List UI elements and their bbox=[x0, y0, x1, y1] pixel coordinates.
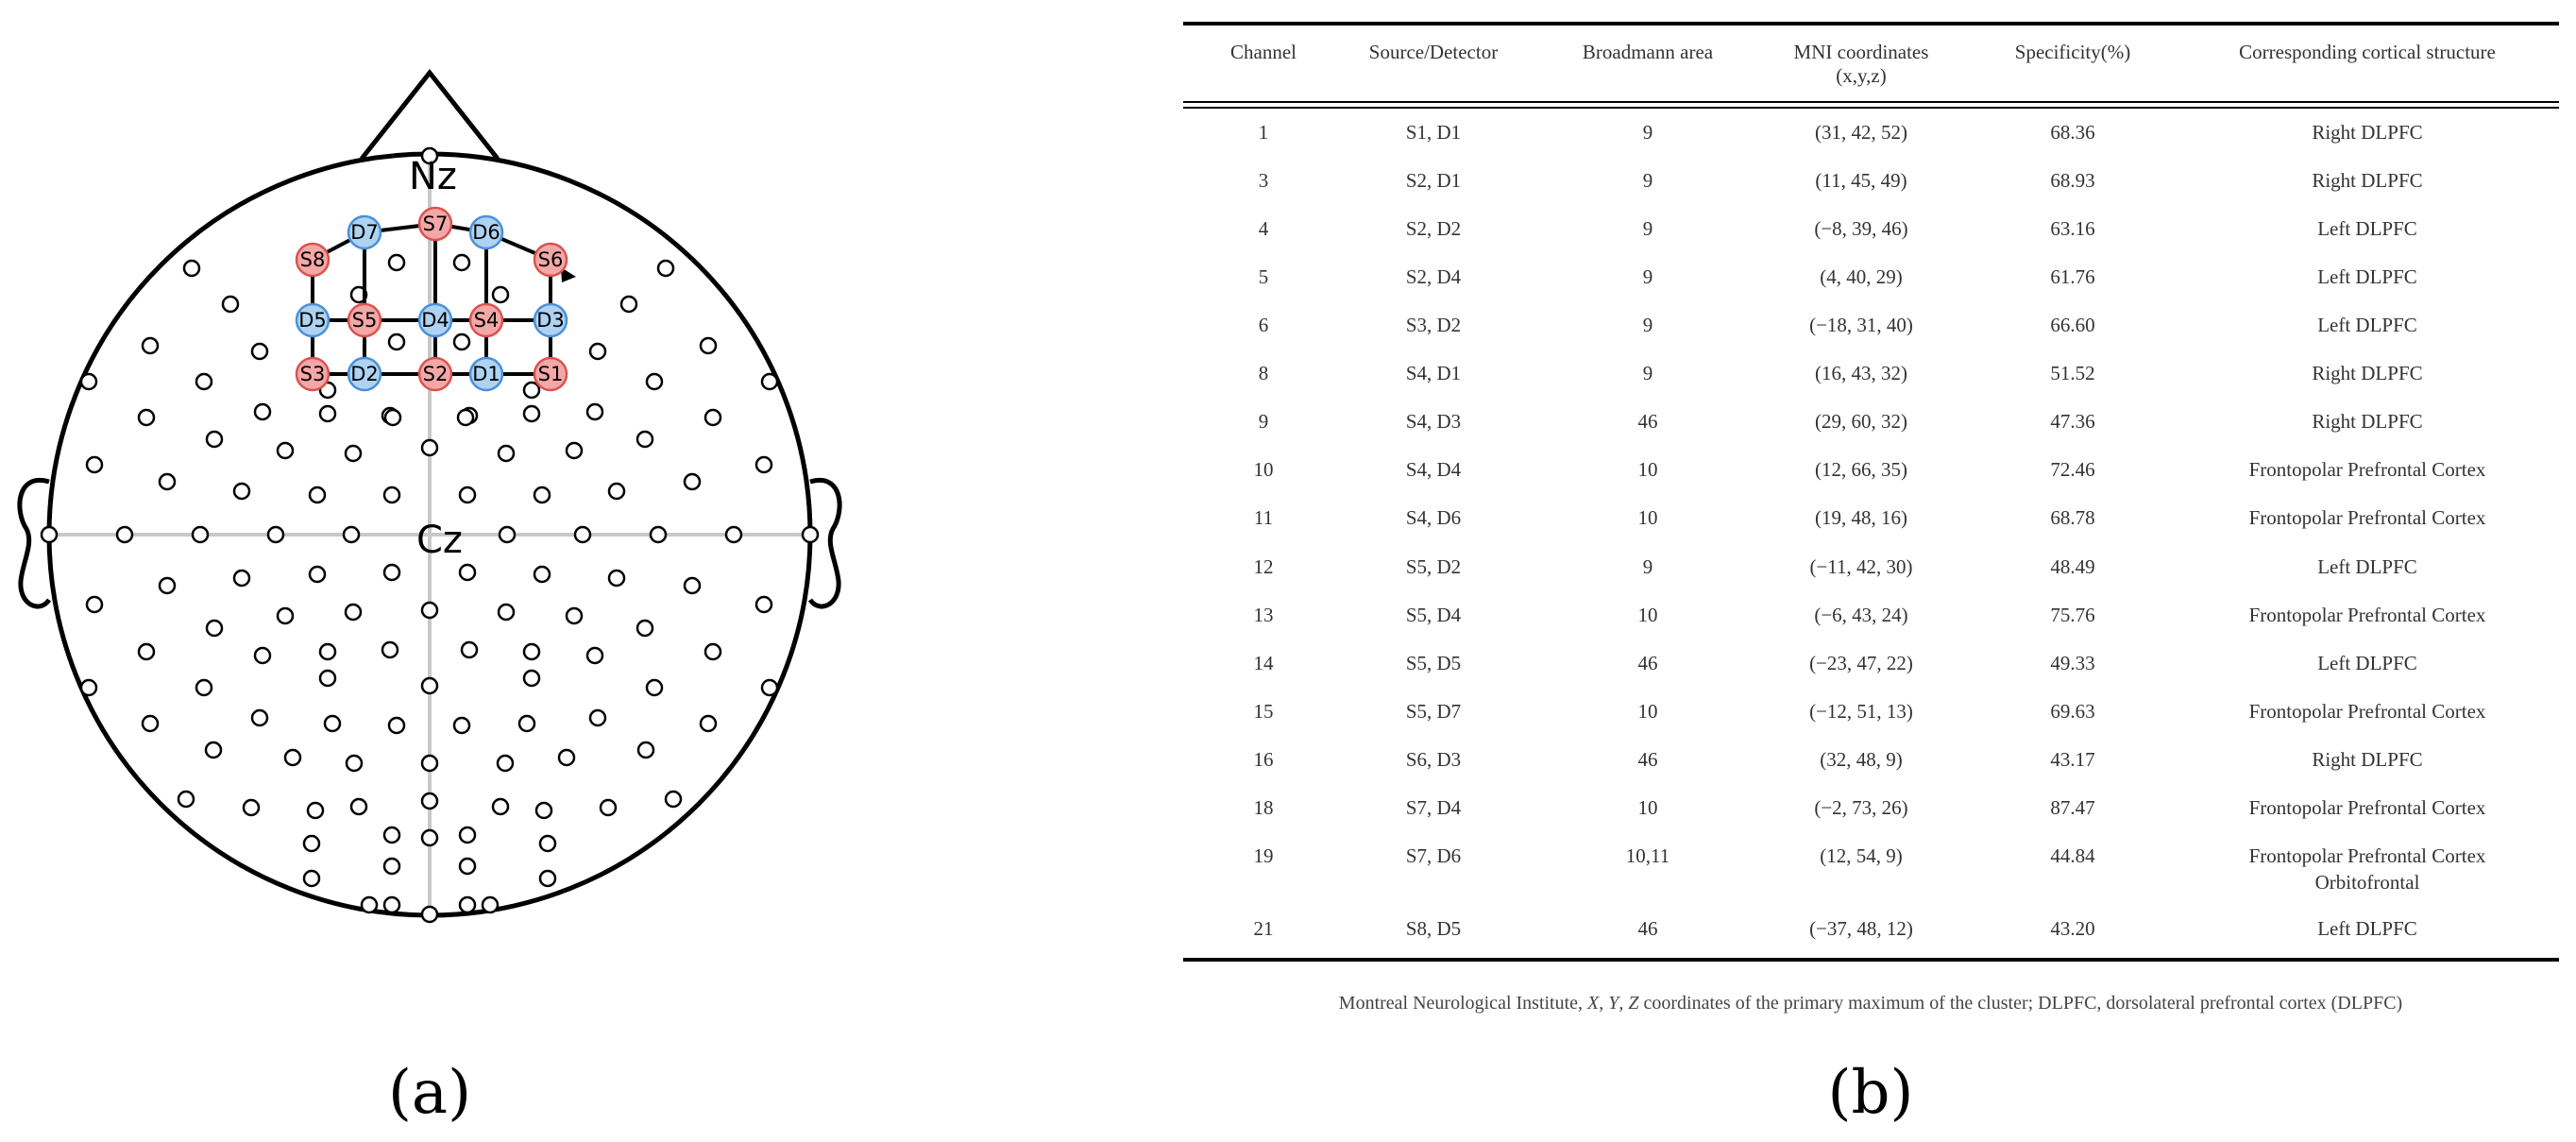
cell-broadmann-area: 10 bbox=[1637, 604, 1658, 626]
col-specificity: Specificity(%) bbox=[2014, 41, 2131, 63]
electrode-dot bbox=[540, 871, 555, 886]
electrode-dot bbox=[325, 716, 340, 731]
cell-channel: 14 bbox=[1253, 652, 1274, 674]
electrode-dot bbox=[647, 374, 662, 389]
table-row bbox=[1259, 410, 2423, 433]
cell-specificity: 69.63 bbox=[2050, 700, 2095, 723]
left-ear-outline bbox=[20, 480, 49, 606]
electrode-dot bbox=[422, 830, 437, 845]
cell-source-detector: S4, D3 bbox=[1405, 410, 1462, 433]
table-row bbox=[1254, 604, 2486, 626]
cell-mni: (32, 48, 9) bbox=[1820, 748, 1903, 771]
electrode-dot bbox=[762, 374, 777, 389]
electrode-dot bbox=[389, 255, 404, 270]
cell-cortical-structure: Left DLPFC bbox=[2317, 917, 2417, 940]
cell-mni: (19, 48, 16) bbox=[1815, 506, 1907, 529]
cell-channel: 5 bbox=[1258, 265, 1269, 288]
cell-mni: (−8, 39, 46) bbox=[1814, 217, 1908, 240]
table-row bbox=[1254, 506, 2486, 529]
col-cortical-structure: Corresponding cortical structure bbox=[2239, 41, 2496, 63]
cell-mni: (12, 54, 9) bbox=[1820, 844, 1903, 867]
table-row bbox=[1254, 748, 2423, 771]
cell-mni: (−6, 43, 24) bbox=[1814, 604, 1908, 626]
electrode-dot bbox=[524, 383, 539, 398]
electrode-dot bbox=[268, 527, 283, 542]
electrode-dot bbox=[346, 446, 361, 461]
table-caption bbox=[1339, 993, 2402, 1014]
electrode-dot bbox=[234, 484, 249, 499]
caption-part: X bbox=[1587, 993, 1600, 1014]
cell-source-detector: S2, D1 bbox=[1405, 169, 1462, 192]
table-row bbox=[1254, 917, 2417, 940]
optode-s2 bbox=[419, 358, 451, 390]
optode-label: S3 bbox=[299, 363, 326, 385]
optode-label: S1 bbox=[537, 363, 564, 385]
cell-source-detector: S4, D4 bbox=[1405, 458, 1462, 481]
electrode-dot bbox=[244, 800, 259, 815]
cell-broadmann-area: 10 bbox=[1637, 506, 1658, 529]
cell-cortical-structure: Right DLPFC bbox=[2312, 362, 2423, 384]
electrode-dot bbox=[196, 680, 212, 695]
electrode-dot bbox=[726, 527, 741, 542]
electrode-dot bbox=[454, 255, 469, 270]
electrode-dot bbox=[609, 484, 624, 499]
cell-broadmann-area: 46 bbox=[1637, 917, 1658, 940]
electrode-dot bbox=[701, 716, 716, 731]
electrode-dot bbox=[384, 565, 399, 580]
electrode-dot bbox=[310, 487, 325, 503]
electrode-dot bbox=[81, 680, 96, 695]
cell-mni: (4, 40, 29) bbox=[1820, 265, 1903, 288]
cell-source-detector: S7, D4 bbox=[1405, 796, 1462, 819]
caption-part: , bbox=[1599, 993, 1609, 1014]
cell-source-detector: S5, D5 bbox=[1405, 652, 1462, 674]
electrode-dot bbox=[278, 443, 293, 458]
cell-channel: 15 bbox=[1253, 700, 1274, 723]
cell-specificity: 61.76 bbox=[2050, 265, 2095, 288]
electrode-dot bbox=[382, 642, 398, 657]
table-row bbox=[1259, 217, 2417, 240]
electrode-dot bbox=[206, 742, 221, 758]
cell-specificity: 51.52 bbox=[2050, 362, 2095, 384]
cell-cortical-structure: Frontopolar Prefrontal Cortex bbox=[2248, 506, 2486, 529]
optode-d6 bbox=[470, 216, 502, 248]
electrode-dot bbox=[193, 527, 208, 542]
electrode-dot bbox=[143, 338, 158, 353]
electrode-dot bbox=[493, 287, 508, 302]
electrode-dot bbox=[658, 261, 673, 276]
col-channel: Channel bbox=[1230, 41, 1296, 63]
table-row bbox=[1259, 169, 2423, 192]
nz-label: Nz bbox=[409, 155, 457, 198]
cell-specificity: 75.76 bbox=[2050, 604, 2095, 626]
cell-cortical-structure: Right DLPFC bbox=[2312, 410, 2423, 433]
electrode-dot bbox=[384, 827, 399, 843]
electrode-dot bbox=[534, 487, 550, 503]
col-mni-coordinates-sub: (x,y,z) bbox=[1836, 64, 1887, 87]
electrode-dot bbox=[234, 571, 249, 586]
electrode-dot bbox=[81, 374, 96, 389]
cell-channel: 18 bbox=[1253, 796, 1274, 819]
electrode-dot bbox=[756, 457, 771, 472]
electrode-dot bbox=[454, 334, 469, 349]
electrode-dot bbox=[389, 718, 404, 733]
cell-broadmann-area: 9 bbox=[1642, 555, 1653, 578]
cz-label: Cz bbox=[416, 519, 463, 562]
cell-cortical-structure: Left DLPFC bbox=[2317, 217, 2417, 240]
cell-cortical-structure: Frontopolar Prefrontal Cortex bbox=[2248, 604, 2486, 626]
optode-label: D3 bbox=[536, 309, 565, 332]
cell-specificity: 72.46 bbox=[2050, 458, 2095, 481]
electrode-dot bbox=[87, 457, 102, 472]
electrode-dot bbox=[310, 567, 325, 582]
cell-broadmann-area: 46 bbox=[1637, 652, 1658, 674]
cell-specificity: 66.60 bbox=[2050, 314, 2095, 336]
electrode-dot bbox=[346, 605, 361, 620]
cell-channel: 21 bbox=[1253, 917, 1274, 940]
electrode-dot bbox=[637, 432, 652, 447]
electrode-dot bbox=[705, 644, 720, 659]
table-body bbox=[1254, 121, 2486, 940]
table-row bbox=[1254, 458, 2486, 481]
electrode-dot bbox=[590, 344, 605, 359]
electrode-dot bbox=[320, 671, 335, 686]
cell-broadmann-area: 46 bbox=[1637, 748, 1658, 771]
electrode-dot bbox=[460, 859, 475, 874]
cell-cortical-structure: Right DLPFC bbox=[2312, 121, 2423, 144]
electrode-dot bbox=[567, 443, 582, 458]
electrode-dot bbox=[637, 621, 652, 636]
electrode-dot bbox=[500, 527, 515, 542]
cell-source-detector: S3, D2 bbox=[1405, 314, 1462, 336]
electrode-dot bbox=[609, 571, 624, 586]
col-broadmann-area: Broadmann area bbox=[1582, 41, 1714, 63]
optode-label: D6 bbox=[472, 221, 500, 244]
cell-channel: 6 bbox=[1258, 314, 1269, 336]
cell-specificity: 44.84 bbox=[2050, 844, 2095, 867]
optode-label: D1 bbox=[472, 363, 500, 385]
cell-broadmann-area: 10 bbox=[1637, 458, 1658, 481]
table-row bbox=[1259, 314, 2417, 336]
electrode-dot bbox=[362, 897, 377, 912]
cell-mni: (29, 60, 32) bbox=[1815, 410, 1907, 433]
electrode-dot bbox=[499, 446, 514, 461]
right-ear-outline bbox=[810, 480, 839, 606]
caption-part: Y bbox=[1608, 993, 1619, 1014]
table-row bbox=[1254, 652, 2417, 674]
electrode-dot bbox=[351, 799, 366, 814]
cell-cortical-structure: Left DLPFC bbox=[2317, 652, 2417, 674]
optode-d3 bbox=[534, 304, 567, 336]
cell-source-detector: S6, D3 bbox=[1405, 748, 1462, 771]
table-row bbox=[1259, 265, 2417, 288]
cell-cortical-structure: Frontopolar Prefrontal Cortex bbox=[2248, 796, 2486, 819]
optode-d5 bbox=[297, 304, 329, 336]
optode-s7 bbox=[419, 208, 451, 240]
optode-s6 bbox=[534, 244, 567, 276]
table-row bbox=[1254, 555, 2417, 578]
electrode-dot bbox=[422, 907, 437, 922]
cell-cortical-structure: Frontopolar Prefrontal Cortex bbox=[2248, 700, 2486, 723]
cell-specificity: 68.36 bbox=[2050, 121, 2095, 144]
cell-specificity: 87.47 bbox=[2050, 796, 2095, 819]
cell-source-detector: S7, D6 bbox=[1405, 844, 1462, 867]
electrode-dot bbox=[178, 792, 194, 807]
electrode-dot bbox=[344, 527, 359, 542]
electrode-dot bbox=[252, 710, 267, 725]
electrode-dot bbox=[524, 406, 539, 421]
optode-label: D7 bbox=[350, 221, 379, 244]
optode-label: D4 bbox=[421, 309, 449, 332]
cell-channel: 8 bbox=[1258, 362, 1269, 384]
electrode-dot bbox=[42, 527, 57, 542]
cell-channel: 19 bbox=[1253, 844, 1274, 867]
electrode-dot bbox=[666, 792, 681, 807]
cell-broadmann-area: 10,11 bbox=[1625, 844, 1670, 867]
cell-mni: (31, 42, 52) bbox=[1815, 121, 1907, 144]
electrode-dot bbox=[587, 404, 602, 419]
channel-table bbox=[1183, 24, 2559, 1128]
cell-mni: (−23, 47, 22) bbox=[1809, 652, 1913, 674]
optode-label: S2 bbox=[422, 363, 449, 385]
electrode-dot bbox=[143, 716, 158, 731]
cell-specificity: 43.20 bbox=[2050, 917, 2095, 940]
optode-s1 bbox=[534, 358, 567, 390]
cell-specificity: 48.49 bbox=[2050, 555, 2095, 578]
electrode-dot bbox=[559, 750, 574, 765]
electrode-dot bbox=[460, 487, 475, 503]
electrode-dot bbox=[621, 297, 636, 312]
electrode-dot bbox=[422, 603, 437, 618]
electrode-dot bbox=[685, 578, 700, 593]
cell-specificity: 68.78 bbox=[2050, 506, 2095, 529]
electrode-dot bbox=[567, 608, 582, 623]
nose-outline bbox=[362, 73, 498, 159]
cell-cortical-structure: Right DLPFC bbox=[2312, 748, 2423, 771]
electrode-dot bbox=[524, 644, 539, 659]
cell-source-detector: S5, D2 bbox=[1405, 555, 1462, 578]
electrode-dot bbox=[519, 716, 534, 731]
electrode-dot bbox=[160, 578, 175, 593]
table-header bbox=[1230, 41, 2496, 87]
electrode-dot bbox=[207, 621, 222, 636]
optode-label: S7 bbox=[422, 213, 449, 235]
cell-channel: 9 bbox=[1258, 410, 1269, 433]
electrode-dot bbox=[701, 338, 716, 353]
cell-specificity: 43.17 bbox=[2050, 748, 2095, 771]
cell-broadmann-area: 9 bbox=[1642, 121, 1653, 144]
electrode-dot bbox=[454, 718, 469, 733]
electrode-dot bbox=[347, 756, 362, 771]
electrode-dot bbox=[762, 680, 777, 695]
electrode-dot bbox=[803, 527, 818, 542]
electrode-dot bbox=[536, 803, 551, 818]
electrode-dot bbox=[255, 648, 270, 663]
table-row bbox=[1254, 796, 2486, 819]
cell-mni: (16, 43, 32) bbox=[1815, 362, 1907, 384]
table-row bbox=[1254, 844, 2486, 894]
cell-broadmann-area: 9 bbox=[1642, 314, 1653, 336]
cell-broadmann-area: 9 bbox=[1642, 217, 1653, 240]
electrode-dot bbox=[384, 897, 399, 912]
electrode-dot bbox=[278, 608, 293, 623]
cell-mni: (−18, 31, 40) bbox=[1809, 314, 1913, 336]
cell-mni: (11, 45, 49) bbox=[1815, 169, 1907, 192]
electrode-dot bbox=[460, 897, 475, 912]
electrode-dot bbox=[647, 680, 662, 695]
cell-source-detector: S2, D4 bbox=[1405, 265, 1462, 288]
cell-mni: (−37, 48, 12) bbox=[1809, 917, 1913, 940]
cell-specificity: 49.33 bbox=[2050, 652, 2095, 674]
electrode-dot bbox=[389, 334, 404, 349]
cell-channel: 10 bbox=[1253, 458, 1274, 481]
electrode-dot bbox=[601, 800, 616, 815]
caption-part: coordinates of the primary maximum of the cluster; DLPFC, dorsolateral prefrontal cortex (DLPFC) bbox=[1638, 993, 2403, 1014]
cell-source-detector: S5, D4 bbox=[1405, 604, 1462, 626]
cell-broadmann-area: 10 bbox=[1637, 796, 1658, 819]
electrode-dot bbox=[384, 859, 399, 874]
optode-s3 bbox=[297, 358, 329, 390]
electrode-dot bbox=[223, 297, 238, 312]
optode-d7 bbox=[348, 216, 381, 248]
cell-channel: 12 bbox=[1253, 555, 1274, 578]
cell-mni: (−11, 42, 30) bbox=[1809, 555, 1913, 578]
caption-part: Montreal Neurological Institute, bbox=[1338, 993, 1588, 1014]
electrode-dot bbox=[207, 432, 222, 447]
electrode-dot bbox=[384, 487, 399, 503]
cell-mni: (12, 66, 35) bbox=[1815, 458, 1907, 481]
cell-broadmann-area: 9 bbox=[1642, 169, 1653, 192]
optode-label: S8 bbox=[299, 248, 326, 271]
optode-s4 bbox=[470, 304, 502, 336]
col-source-detector: Source/Detector bbox=[1368, 41, 1499, 63]
electrode-dot bbox=[460, 827, 475, 843]
cell-channel: 4 bbox=[1258, 217, 1269, 240]
cell-channel: 11 bbox=[1253, 506, 1274, 529]
caption-part: Z bbox=[1628, 993, 1639, 1014]
electrode-dot bbox=[139, 410, 154, 425]
cell-cortical-structure: Right DLPFC bbox=[2312, 169, 2423, 192]
cell-mni: (−12, 51, 13) bbox=[1809, 700, 1913, 723]
electrode-dot bbox=[252, 344, 267, 359]
optode-d1 bbox=[470, 358, 502, 390]
panel-a-label: (a) bbox=[387, 1058, 472, 1128]
electrode-dot bbox=[587, 648, 602, 663]
electrode-dot bbox=[422, 756, 437, 771]
electrode-dot bbox=[524, 671, 539, 686]
electrode-dot bbox=[422, 793, 437, 809]
cell-broadmann-area: 9 bbox=[1642, 265, 1653, 288]
table-row bbox=[1254, 700, 2486, 723]
cell-broadmann-area: 9 bbox=[1642, 362, 1653, 384]
cell-source-detector: S8, D5 bbox=[1405, 917, 1462, 940]
electrode-dot bbox=[705, 410, 720, 425]
table-row bbox=[1259, 121, 2423, 144]
optode-label: S4 bbox=[473, 309, 500, 332]
electrode-dot bbox=[385, 410, 400, 425]
electrode-dot bbox=[540, 836, 555, 851]
electrode-dot bbox=[462, 642, 477, 657]
cell-cortical-structure: Left DLPFC bbox=[2317, 555, 2417, 578]
electrode-dot bbox=[499, 605, 514, 620]
cell-cortical-structure: Frontopolar Prefrontal Cortex bbox=[2248, 458, 2486, 481]
electrode-dot bbox=[117, 527, 132, 542]
cell-specificity: 68.93 bbox=[2050, 169, 2095, 192]
cell-source-detector: S5, D7 bbox=[1405, 700, 1462, 723]
cell-channel: 13 bbox=[1253, 604, 1274, 626]
optode-label: S6 bbox=[537, 248, 564, 271]
electrode-dot bbox=[534, 567, 550, 582]
electrode-dot bbox=[308, 803, 323, 818]
electrode-dot bbox=[255, 404, 270, 419]
cell-source-detector: S1, D1 bbox=[1405, 121, 1462, 144]
cell-cortical-structure: Frontopolar Prefrontal Cortex bbox=[2248, 844, 2486, 867]
optode-d4 bbox=[419, 304, 451, 336]
cell-broadmann-area: 10 bbox=[1637, 700, 1658, 723]
optode-label: D5 bbox=[298, 309, 327, 332]
electrode-dot bbox=[590, 710, 605, 725]
optode-s8 bbox=[297, 244, 329, 276]
electrode-dot bbox=[685, 474, 700, 489]
electrode-dot bbox=[320, 406, 335, 421]
col-mni-coordinates: MNI coordinates bbox=[1793, 41, 1929, 63]
electrode-dot bbox=[304, 871, 319, 886]
electrode-dot bbox=[184, 261, 199, 276]
electrode-dot bbox=[756, 597, 771, 612]
cell-source-detector: S2, D2 bbox=[1405, 217, 1462, 240]
optode-label: D2 bbox=[350, 363, 379, 385]
optode-label: S5 bbox=[351, 309, 378, 332]
electrode-dot bbox=[483, 897, 498, 912]
electrode-dot bbox=[196, 374, 212, 389]
electrode-dot bbox=[320, 644, 335, 659]
cell-cortical-structure-line2: Orbitofrontal bbox=[2314, 871, 2420, 894]
electrode-dot bbox=[575, 527, 590, 542]
cell-source-detector: S4, D1 bbox=[1405, 362, 1462, 384]
head-montage-diagram bbox=[20, 73, 839, 1128]
electrode-dot bbox=[285, 750, 300, 765]
cell-channel: 16 bbox=[1253, 748, 1274, 771]
optode-s5 bbox=[348, 304, 381, 336]
electrode-dot bbox=[651, 527, 666, 542]
panel-b-label: (b) bbox=[1827, 1058, 1914, 1128]
cell-source-detector: S4, D6 bbox=[1405, 506, 1462, 529]
electrode-dot bbox=[160, 474, 175, 489]
electrode-dot bbox=[304, 836, 319, 851]
caption-part: , bbox=[1618, 993, 1629, 1014]
electrode-dot bbox=[638, 742, 653, 758]
optode-d2 bbox=[348, 358, 381, 390]
electrode-dot bbox=[422, 678, 437, 693]
electrode-dot bbox=[458, 410, 473, 425]
electrode-dot bbox=[87, 597, 102, 612]
cell-specificity: 47.36 bbox=[2050, 410, 2095, 433]
cell-cortical-structure: Left DLPFC bbox=[2317, 265, 2417, 288]
cell-cortical-structure: Left DLPFC bbox=[2317, 314, 2417, 336]
electrode-dot bbox=[493, 799, 508, 814]
electrode-dot bbox=[460, 565, 475, 580]
cell-specificity: 63.16 bbox=[2050, 217, 2095, 240]
electrode-dot bbox=[498, 756, 513, 771]
electrode-dot bbox=[422, 440, 437, 455]
table-row bbox=[1259, 362, 2423, 384]
electrode-dot bbox=[139, 644, 154, 659]
cell-channel: 1 bbox=[1258, 121, 1269, 144]
cell-broadmann-area: 46 bbox=[1637, 410, 1658, 433]
cell-mni: (−2, 73, 26) bbox=[1814, 796, 1908, 819]
cell-channel: 3 bbox=[1258, 169, 1269, 192]
